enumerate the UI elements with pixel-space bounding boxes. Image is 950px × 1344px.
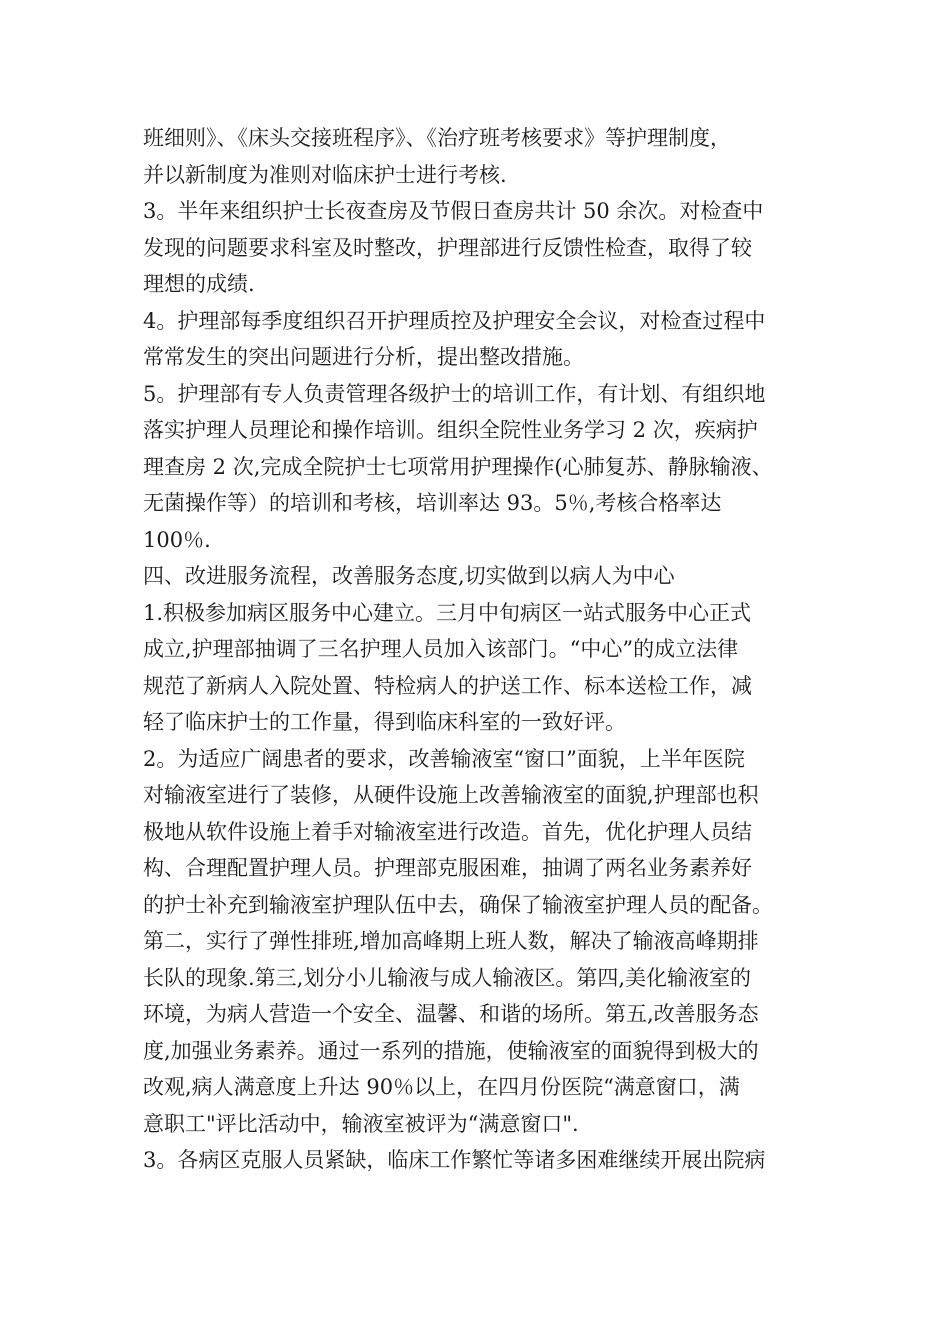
text-line: 极地从软件设施上着手对输液室进行改造。首先，优化护理人员结 xyxy=(143,819,752,844)
text-line: 并以新制度为准则对临床护士进行考核. xyxy=(143,162,507,187)
text-line: 常常发生的突出问题进行分析，提出整改措施。 xyxy=(143,345,584,369)
text-line: 构、合理配置护理人员。护理部克服困难，抽调了两名业务素养好 xyxy=(143,856,752,880)
text-line: 4。护理部每季度组织召开护理质控及护理安全会议，对检查过程中 xyxy=(143,308,766,333)
text-line: 环境，为病人营造一个安全、温馨、和谐的场所。第五,改善服务态 xyxy=(143,1002,759,1026)
text-line: 规范了新病人入院处置、特检病人的护送工作、标本送检工作，减 xyxy=(143,673,752,698)
text-line: 长队的现象.第三,划分小儿输液与成人输液区。第四,美化输液室的 xyxy=(143,965,752,990)
text-line: 意职工"评比活动中，输液室被评为“满意窗口". xyxy=(143,1111,579,1136)
text-line: 改观,病人满意度上升达 90％以上，在四月份医院“满意窗口，满 xyxy=(143,1075,740,1099)
text-line: 3。半年来组织护士长夜查房及节假日查房共计 50 余次。对检查中 xyxy=(143,199,764,223)
text-line: 理查房 2 次,完成全院护士七项常用护理操作(心肺复苏、静脉输液、 xyxy=(143,454,773,479)
text-line: 落实护理人员理论和操作培训。组织全院性业务学习 2 次，疾病护 xyxy=(143,418,758,442)
document-body xyxy=(143,120,813,1179)
text-line: 轻了临床护士的工作量，得到临床科室的一致好评。 xyxy=(143,710,626,734)
text-line: 对输液室进行了装修，从硬件设施上改善输液室的面貌,护理部也积 xyxy=(143,783,759,807)
text-line: 第二，实行了弹性排班,增加高峰期上班人数，解决了输液高峰期排 xyxy=(143,929,759,953)
text-line: 成立,护理部抽调了三名护理人员加入该部门。“中心”的成立法律 xyxy=(143,637,739,661)
text-line: 1.积极参加病区服务中心建立。三月中旬病区一站式服务中心正式 xyxy=(143,600,752,625)
text-line: 5。护理部有专人负责管理各级护士的培训工作，有计划、有组织地 xyxy=(143,381,766,406)
text-line: 班细则》、《床头交接班程序》、《治疗班考核要求》等护理制度， xyxy=(143,126,731,150)
text-line: 理想的成绩. xyxy=(143,272,255,296)
text-line: 的护士补充到输液室护理队伍中去，确保了输液室护理人员的配备。 xyxy=(143,892,773,917)
section-heading: 四、改进服务流程，改善服务态度,切实做到以病人为中心 xyxy=(143,564,675,588)
text-line: 无菌操作等）的培训和考核，培训率达 93。5％,考核合格率达 xyxy=(143,491,722,515)
text-line: 发现的问题要求科室及时整改，护理部进行反馈性检查，取得了较 xyxy=(143,235,752,260)
text-line: 3。各病区克服人员紧缺，临床工作繁忙等诸多困难继续开展出院病 xyxy=(143,1148,766,1172)
text-line: 100％. xyxy=(143,527,211,552)
text-line: 2。为适应广阔患者的要求，改善输液室“窗口”面貌，上半年医院 xyxy=(143,746,745,771)
text-line: 度,加强业务素养。通过一系列的措施，使输液室的面貌得到极大的 xyxy=(143,1038,759,1063)
